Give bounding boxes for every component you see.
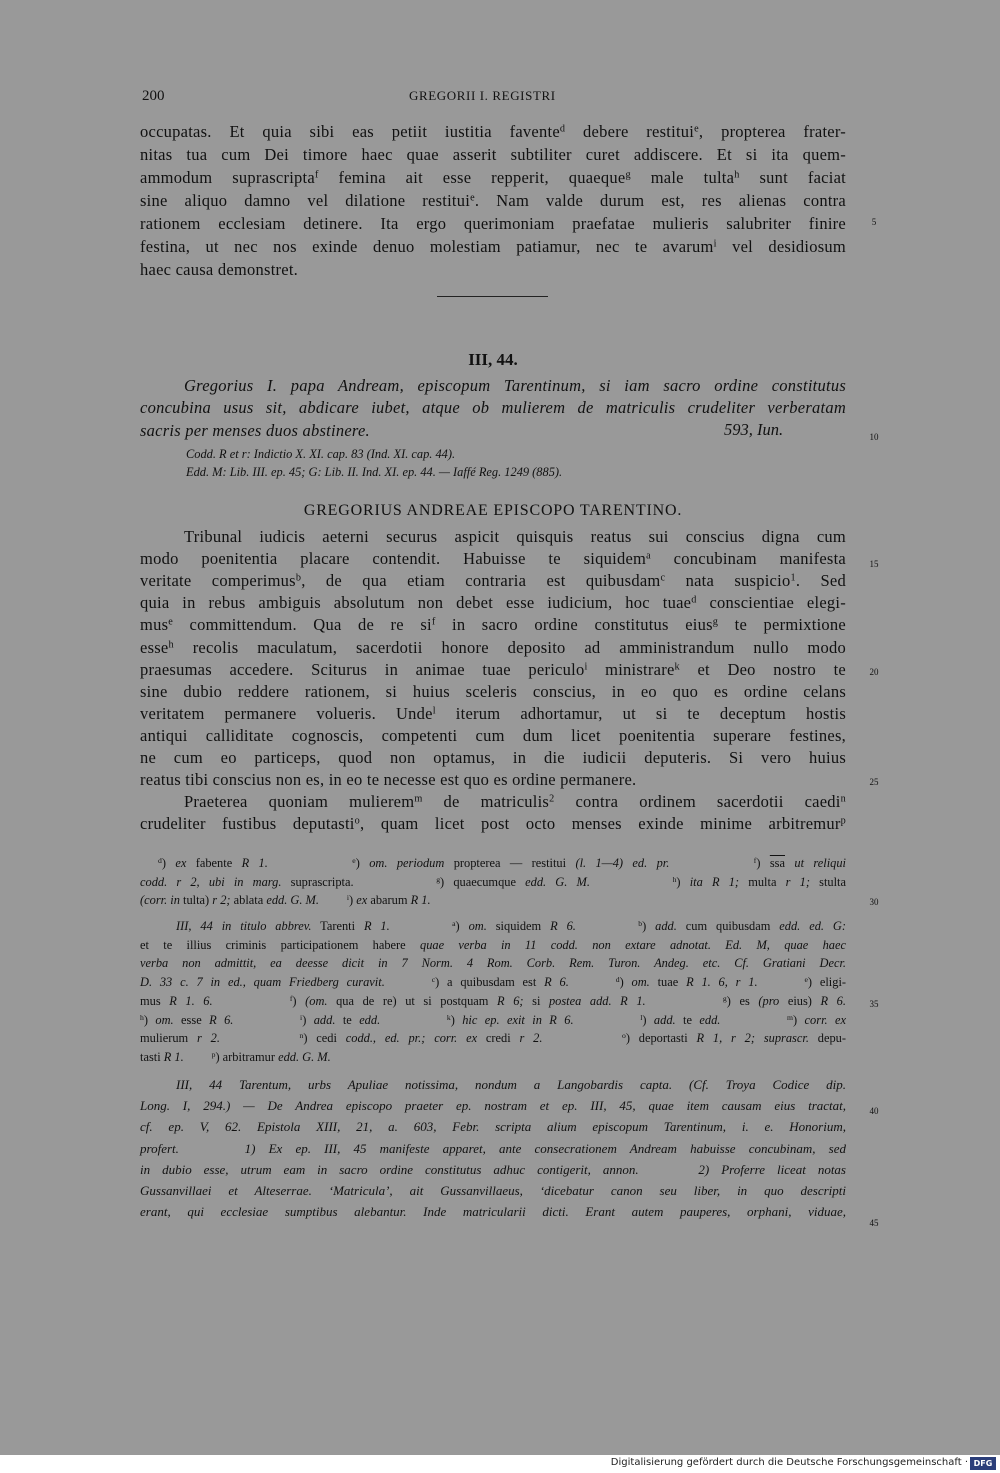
apparatus-line: $^h$) om. esse R 6. $^i$) add. te edd. $^k$) hic ep. exit in R 6. $^l$) add. te edd. $^m$) corr. ex [140,1012,847,1027]
apparatus-line: mulierum r 2. $^n$) cedi codd., ed. pr.; corr. ex credi r 2. $^o$) deportasti R 1, r 2; suprascr. depu- [140,1030,846,1046]
letter-number: III, 44. [468,350,518,369]
text-line: modo poenitentia placare contendit. Habuisse te siquidem$^a$ concubinam manifesta [140,549,846,569]
apparatus-line: mus R 1. 6. $^f$) (om. qua de re) ut si postquam R 6; si postea add. R 1. $^g$) es (pro eius) R 6. [140,993,846,1008]
text-line: praesumas accedere. Sciturus in animae tuae periculo$^i$ ministrare$^k$ et Deo nostro te [140,659,846,679]
apparatus-line: et te illius criminis participationem habere quae verba in 11 codd. non extare adnotat. Ed. M, quae haec [140,937,846,952]
text-line: Tribunal iudicis aeterni securus aspicit quisquis reatus sui conscius digna cum [184,527,846,546]
apparatus-line: codd. r 2, ubi in marg. suprascripta. $^g$) quaecumque edd. G. M. $^h$) ita R 1; multa r 1; stulta [140,874,846,889]
text-line: veritate comperimus$^b$, de qua etiam contraria est quibusdam$^c$ nata suspicio$^1$. Sed [140,571,846,591]
letter-date: 593, Iun. [724,420,784,439]
text-line: mus$^e$ committendum. Qua de re $si^f$ in sacro ordine constitutus eius$^g$ te permixtione [140,615,846,635]
margin-line-number: 40 [869,1106,879,1116]
apparatus-line: verba non admittit, ea deesse dicit in 7 Norm. 4 Rom. Corb. Rem. Turon. Andeg. etc. Cf. Gratiani Decr. [140,956,846,971]
summary-line: sacris per menses duos abstinere. [140,420,370,440]
summary-line: concubina usus sit, abdicare iubet, atque ob mulierem de matriculis crudeliter verberatam [140,398,846,418]
text-line: festina, ut nec nos exinde denuo molestiam patiamur, nec te avarum$^i$ vel desidiosum [140,237,846,256]
commentary-line: erant, qui ecclesiae sumptibus alebantur. Inde matricularii dicti. Erant autem pauperes, orphani, viduae, [140,1204,846,1220]
commentary-line: cf. ep. V, 62. Epistola XIII, 21, a. 603, Febr. scripta alium episcopum Tarentinum, i. e. Honorium, [140,1119,846,1135]
running-title: GREGORII I. REGISTRI [409,88,556,103]
text-line: antiqui calliditate cognoscis, competenti cum dum licet poenitentia superare festines, [140,725,846,745]
text-line: nitas tua cum Dei timore haec quae asserit subtiliter curet addiscere. Et si ita quem- [140,145,846,164]
text-line: rationem ecclesiam detinere. Ita ergo querimoniam praefatae mulieris salubriter finire [140,214,846,233]
margin-line-number: 45 [869,1218,879,1228]
margin-line-number: 25 [869,777,879,787]
text-line: sine dubio reddere rationem, si huius sceleris conscius, in eo quo es ordine celans [140,681,846,701]
text-line: sine aliquo damno vel dilatione restitui$^e$. Nam valde durum est, res alienas contra [140,191,846,210]
text-line: occupatas. Et quia sibi eas petiit iustitia favente$^d$ debere restitui$^e$, propterea frater- [140,122,847,141]
text-line: quia in rebus ambiguis absolutum non debet esse iudicium, hoc tuae$^d$ conscientiae elegi- [140,593,846,613]
apparatus-line: III, 44 in titulo abbrev. Tarenti R 1. $^a$) om. siquidem R 6. $^b$) add. cum quibusdam edd. ed. G: [176,918,846,933]
commentary-line: Gussanvillaei et Alteserrae. ‘Matricula’, ait Gussanvillaeus, ‘dicebatur canon seu liber, in quo descripti [140,1183,846,1198]
apparatus-line: $^d$) ex fabente R 1. $^e$) om. periodum propterea — restitui (l. 1—4) ed. pr. $^f$) $\overline{ssa}$ ut reliqui [158,855,846,870]
letter-address: GREGORIUS ANDREAE EPISCOPO TARENTINO. [303,502,683,519]
apparatus-line: D. 33 c. 7 in ed., quam Friedberg curavit. $^c$) a quibusdam est R 6. $^d$) om. tuae R 1. 6, r 1. $^e$) eligi- [140,974,847,990]
commentary-line: Long. I, 294.) — De Andrea episcopo praeter ep. nostram et ep. III, 45, quae item causam eius tractat, [140,1098,846,1114]
text-line: Praeterea quoniam mulierem$^m$ de matriculis$^2$ contra ordinem sacerdotii caedi$^n$ [184,792,846,812]
text-line: veritatem permanere volueris. Unde$^l$ iterum adhortamur, ut si te deceptum hostis [140,703,846,723]
margin-line-number: 15 [869,559,879,569]
section-rule [437,296,548,297]
text-line: crudeliter fustibus deputasti$^o$, quam licet post octo menses exinde minime arbitremur$^p$ [140,814,846,834]
margin-line-number: 10 [869,432,879,442]
margin-line-number: 30 [869,897,879,907]
margin-line-number: 5 [871,217,877,227]
commentary-line: profert. 1) Ex ep. III, 45 manifeste apparet, ante consecrationem Andream habuisse concubinam, sed [140,1140,846,1156]
summary-line: Gregorius I. papa Andream, episcopum Tarentinum, si iam sacro ordine constitutus [184,376,846,395]
codices-line: Codd. R et r: Indictio X. XI. cap. 83 (Ind. XI. cap. 44). [186,447,456,461]
text-line: ammodum suprascripta$^f$ femina ait esse repperit, quaeque$^g$ male tulta$^h$ sunt faciat [140,168,846,187]
editions-line: Edd. M: Lib. III. ep. 45; G: Lib. II. Ind. XI. ep. 44. — Iaffé Reg. 1249 (885). [186,465,563,479]
footer-credit: Digitalisierung gefördert durch die Deutsche Forschungsgemeinschaft · [610,1457,968,1468]
apparatus-line: tasti R 1. $^p$) arbitramur edd. G. M. [140,1049,331,1064]
margin-line-number: 20 [869,667,879,677]
commentary-line: in dubio esse, utrum eam in sacro ordine constitutus adhuc contigerit, annon. 2) Proferre liceat notas [140,1161,846,1177]
page-header [140,88,846,110]
margin-line-number: 35 [869,999,879,1009]
commentary-line: III, 44 Tarentum, urbs Apuliae notissima, nondum a Langobardis capta. (Cf. Troya Codice dip. [176,1077,846,1092]
text-line: ne cum eo particeps, quod non optamus, in die iudicii deputeris. Si vero huius [140,748,846,767]
page-number: 200 [142,88,165,104]
apparatus-line: (corr. in tulta) r 2; ablata edd. G. M. $^i$) ex abarum R 1. [140,892,431,907]
text-line: esse$^h$ recolis maculatum, sacerdotii honore deposito ad amministrandum nullo modo [140,637,846,657]
text-line: haec causa demonstret. [140,260,299,279]
text-line: reatus tibi conscius non es, in eo te necesse est quo es ordine permanere. [140,770,637,790]
dfg-logo: DFG [970,1457,996,1470]
